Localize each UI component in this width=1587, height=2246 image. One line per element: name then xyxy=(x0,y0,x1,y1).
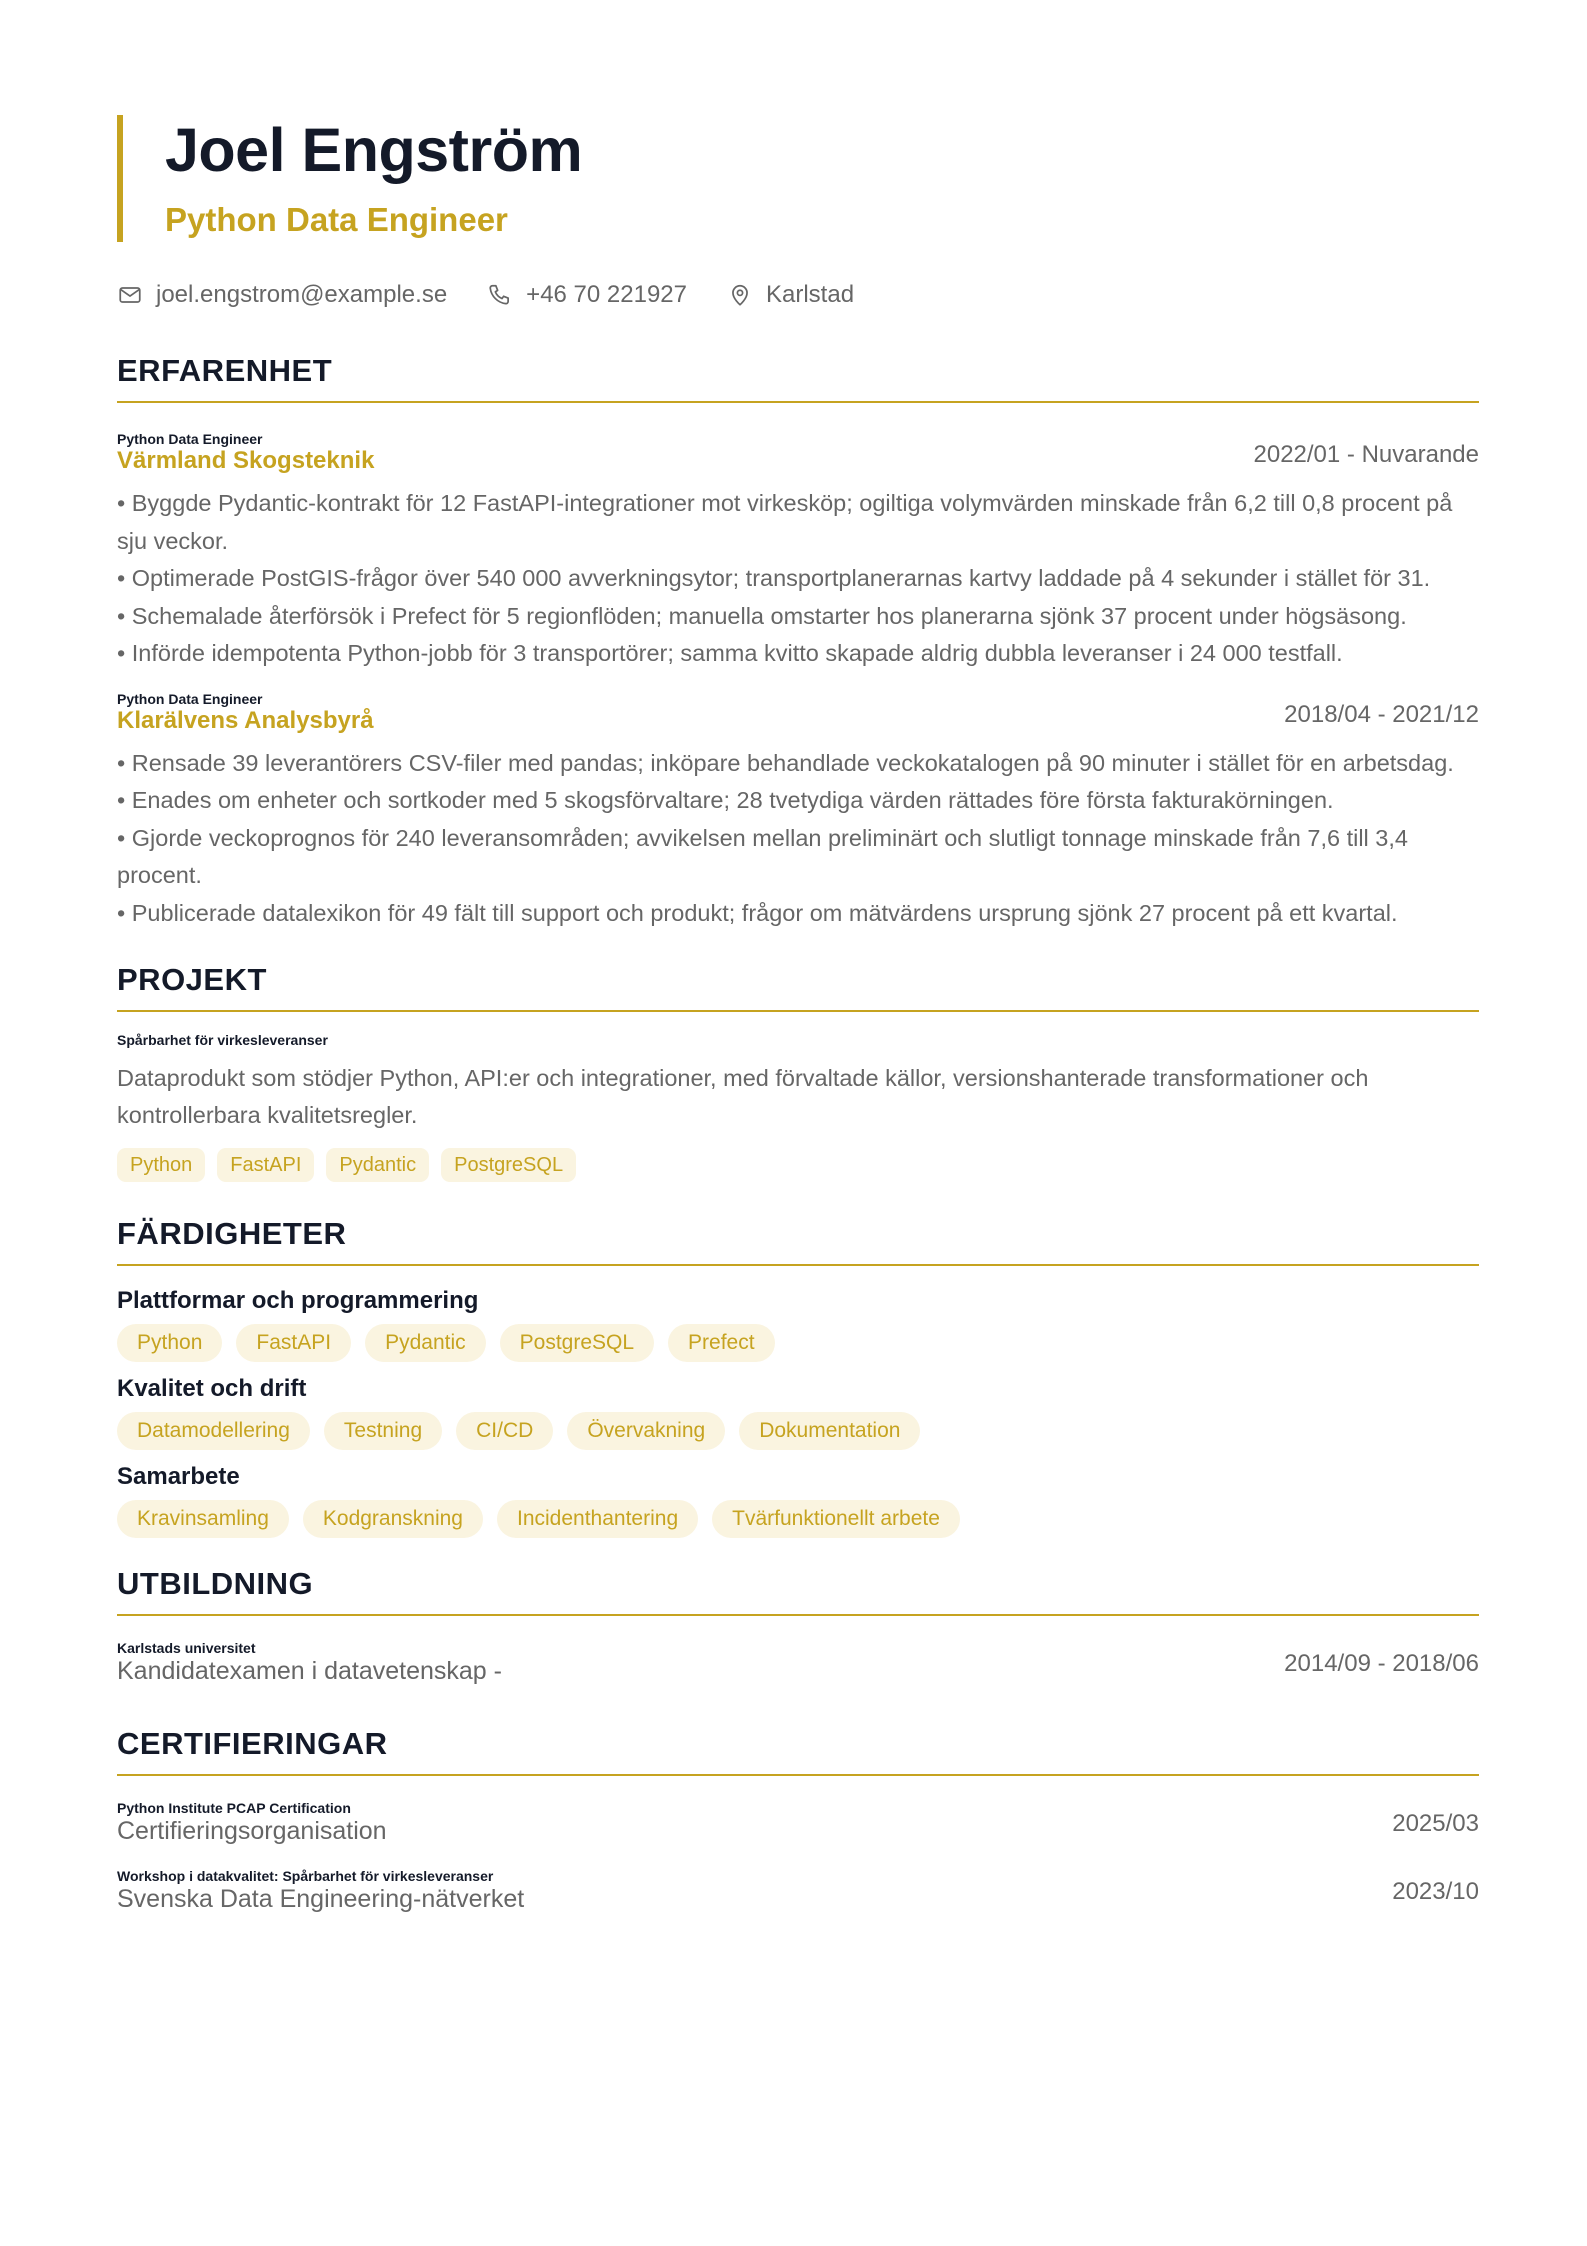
project-tag: PostgreSQL xyxy=(441,1148,576,1182)
skill-pills xyxy=(117,1412,1479,1450)
skill-pills xyxy=(117,1324,1479,1362)
job-entry xyxy=(117,431,1479,673)
project-description: Dataprodukt som stödjer Python, API:er och integrationer, med förvaltade källor, versionshanterade transformationer och kontrollerbara kvalitetsregler. xyxy=(117,1065,1369,1128)
skill-pill: Övervakning xyxy=(567,1412,725,1450)
skill-pill: Dokumentation xyxy=(739,1412,920,1450)
contact-location xyxy=(727,281,854,309)
skill-pill: Tvärfunktionellt arbete xyxy=(712,1500,960,1538)
contact-email[interactable] xyxy=(117,281,447,309)
skill-group-title: Samarbete xyxy=(117,1463,240,1490)
skill-pill: Testning xyxy=(324,1412,442,1450)
skill-pill: Incidenthantering xyxy=(497,1500,698,1538)
education-degree: Kandidatexamen i datavetenskap - xyxy=(117,1657,502,1685)
mail-icon xyxy=(117,282,143,308)
job-entry xyxy=(117,691,1479,933)
certification-name: Python Institute PCAP Certification xyxy=(117,1800,351,1816)
skill-pill: Python xyxy=(117,1324,222,1362)
job-role: Python Data Engineer xyxy=(117,690,263,707)
job-bullets xyxy=(117,485,1479,673)
job-company: Klarälvens Analysbyrå xyxy=(117,706,374,734)
experience-heading: ERFARENHET xyxy=(117,353,1479,403)
name-block xyxy=(117,115,1479,242)
job-bullet: • Byggde Pydantic-kontrakt för 12 FastAPI-integrationer mot virkesköp; ogiltiga volymvärden minskade från 6,2 till 0,8 procent på sju veckor. xyxy=(117,490,1453,554)
job-bullet: • Publicerade datalexikon för 49 fält till support och produkt; frågor om mätvärdens ursprung sjönk 27 procent på ett kvartal. xyxy=(117,899,1398,926)
job-bullet: • Schemalade återförsök i Prefect för 5 regionflöden; manuella omstarter hos planerarna sjönk 37 procent under högsäsong. xyxy=(117,602,1407,629)
resume-content xyxy=(117,115,1479,1914)
certification-date: 2023/10 xyxy=(1392,1878,1479,1905)
skill-group-title: Kvalitet och drift xyxy=(117,1375,307,1402)
location-text: Karlstad xyxy=(766,281,855,308)
project-tag: Python xyxy=(117,1148,205,1182)
skill-pill: Kravinsamling xyxy=(117,1500,289,1538)
job-dates: 2022/01 - Nuvarande xyxy=(1253,441,1479,468)
education-school: Karlstads universitet xyxy=(117,1640,256,1656)
phone-icon xyxy=(487,282,513,308)
skill-pill: CI/CD xyxy=(456,1412,553,1450)
job-bullet: • Optimerade PostGIS-frågor över 540 000 avverkningsytor; transportplanerarnas kartvy laddade på 4 sekunder i stället för 31. xyxy=(117,565,1431,591)
job-bullet: • Rensade 39 leverantörers CSV-filer med pandas; inköpare behandlade veckokatalogen på 90 minuter i stället för en arbetsdag. xyxy=(117,749,1454,776)
project-entry xyxy=(117,1032,1479,1182)
project-name: Spårbarhet för virkesleveranser xyxy=(117,1032,328,1048)
skill-pills xyxy=(117,1500,1479,1538)
email-text: joel.engstrom@example.se xyxy=(156,281,448,308)
certification-issuer: Certifieringsorganisation xyxy=(117,1817,387,1845)
project-tag: Pydantic xyxy=(326,1148,429,1182)
contact-phone[interactable] xyxy=(487,281,687,309)
education-heading: UTBILDNING xyxy=(117,1566,1479,1616)
skill-pill: Datamodellering xyxy=(117,1412,310,1450)
skill-pill: PostgreSQL xyxy=(500,1324,654,1362)
skill-pill: Pydantic xyxy=(365,1324,486,1362)
certification-issuer: Svenska Data Engineering-nätverket xyxy=(117,1885,525,1913)
candidate-name: Joel Engström xyxy=(165,116,583,184)
project-tags xyxy=(117,1148,1479,1182)
job-company: Värmland Skogsteknik xyxy=(117,447,375,474)
certification-entry xyxy=(117,1868,1479,1914)
education-entry xyxy=(117,1640,1479,1686)
job-bullet: • Gjorde veckoprognos för 240 leveransområden; avvikelsen mellan preliminärt och slutligt tonnage minskade från 7,6 till 3,4 procent. xyxy=(117,824,1408,888)
skills-heading: FÄRDIGHETER xyxy=(117,1216,1479,1266)
phone-text: +46 70 221927 xyxy=(526,281,687,308)
project-tag: FastAPI xyxy=(217,1148,314,1182)
certifications-heading: CERTIFIERINGAR xyxy=(117,1726,1479,1776)
candidate-title: Python Data Engineer xyxy=(165,201,508,238)
projects-heading: PROJEKT xyxy=(117,962,1479,1012)
certification-name: Workshop i datakvalitet: Spårbarhet för virkesleveranser xyxy=(117,1868,494,1884)
job-role: Python Data Engineer xyxy=(117,431,263,447)
location-pin-icon xyxy=(727,282,753,308)
certification-entry xyxy=(117,1800,1479,1846)
job-dates: 2018/04 - 2021/12 xyxy=(1284,700,1479,728)
skill-pill: FastAPI xyxy=(236,1324,351,1362)
job-bullets xyxy=(117,745,1479,933)
skill-pill: Kodgranskning xyxy=(303,1500,483,1538)
education-dates: 2014/09 - 2018/06 xyxy=(1284,1650,1479,1677)
job-bullet: • Införde idempotenta Python-jobb för 3 transportörer; samma kvitto skapade aldrig dubbla leveranser i 24 000 testfall. xyxy=(117,640,1343,666)
skill-group-title: Plattformar och programmering xyxy=(117,1287,479,1314)
certification-date: 2025/03 xyxy=(1392,1810,1479,1837)
skill-pill: Prefect xyxy=(668,1324,775,1362)
contact-row xyxy=(117,280,1479,310)
job-bullet: • Enades om enheter och sortkoder med 5 skogsförvaltare; 28 tvetydiga värden rättades före första fakturakörningen. xyxy=(117,787,1334,813)
